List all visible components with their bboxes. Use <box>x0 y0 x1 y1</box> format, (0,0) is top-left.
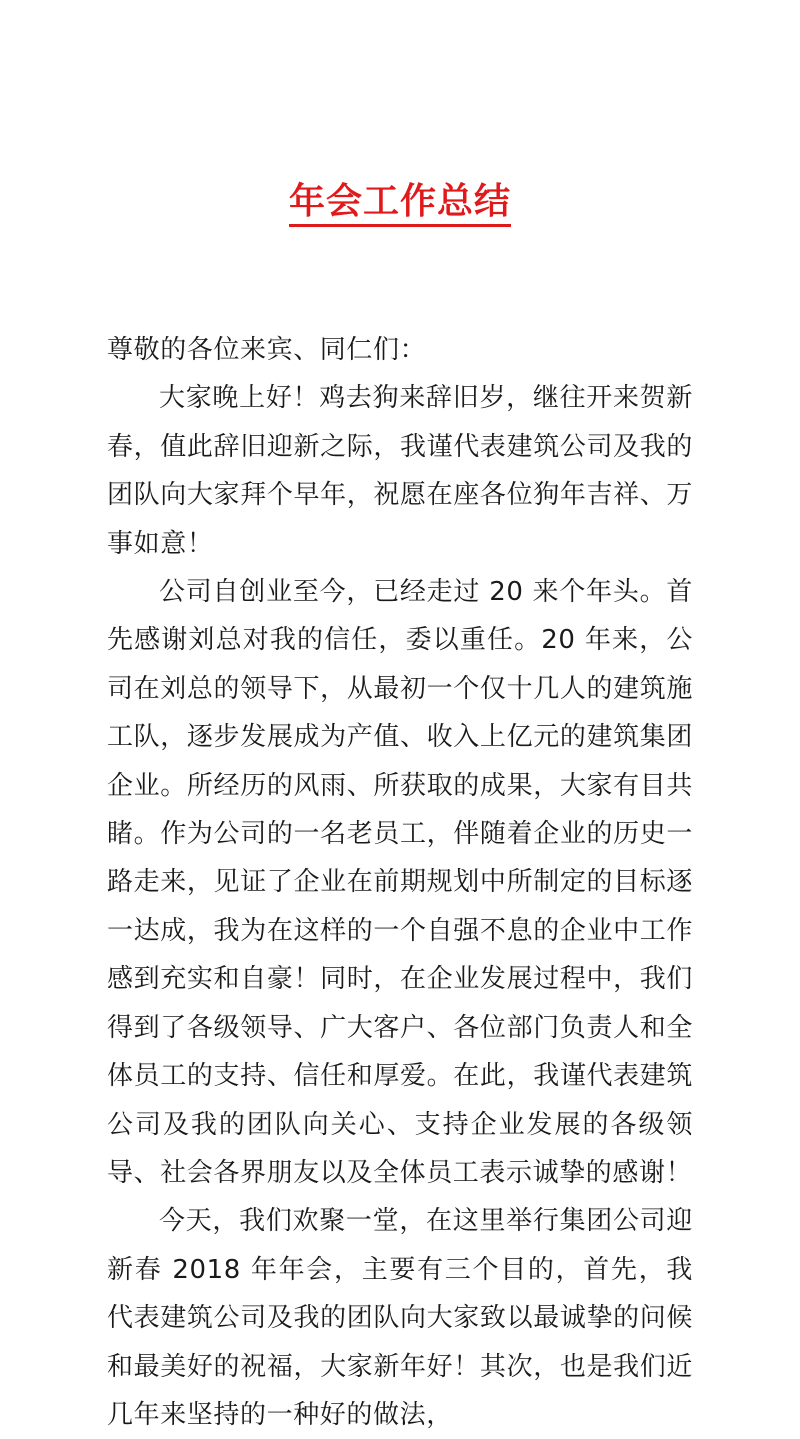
greeting-line: 尊敬的各位来宾、同仁们： <box>107 335 427 365</box>
paragraph: 公司自创业至今，已经走过 20 来个年头。首先感谢刘总对我的信任，委以重任。20 年来，公司在刘总的领导下，从最初一个仅十几人的建筑施工队，逐步发展成为产值、收入上亿元的建筑集团企业。所经历的风雨、所获取的成果，大家有目共睹。作为公司的一名老员工，伴随着企业的历史一路走来，见证了企业在前期规划中所制定的目标逐一达成，我为在这样的一个自强不息的企业中工作感到充实和自豪！同时，在企业发展过程中，我们得到了各级领导、广大客户、各位部门负责人和全体员工的支持、信任和厚爱。在此，我谨代表建筑公司及我的团队向关心、支持企业发展的各级领导、社会各界朋友以及全体员工表示诚挚的感谢！ <box>107 577 693 1188</box>
paragraph: 大家晚上好！鸡去狗来辞旧岁，继往开来贺新春，值此辞旧迎新之际，我谨代表建筑公司及我的团队向大家拜个早年，祝愿在座各位狗年吉祥、万事如意！ <box>107 383 693 559</box>
document-body <box>107 326 693 1439</box>
page-title <box>0 176 800 228</box>
title-text: 年会工作总结 <box>289 181 511 227</box>
paragraph: 今天，我们欢聚一堂，在这里举行集团公司迎新春 2018 年年会，主要有三个目的，首先，我代表建筑公司及我的团队向大家致以最诚挚的问候和最美好的祝福，大家新年好！其次，也是我们近几年来坚持的一种好的做法， <box>107 1206 693 1430</box>
